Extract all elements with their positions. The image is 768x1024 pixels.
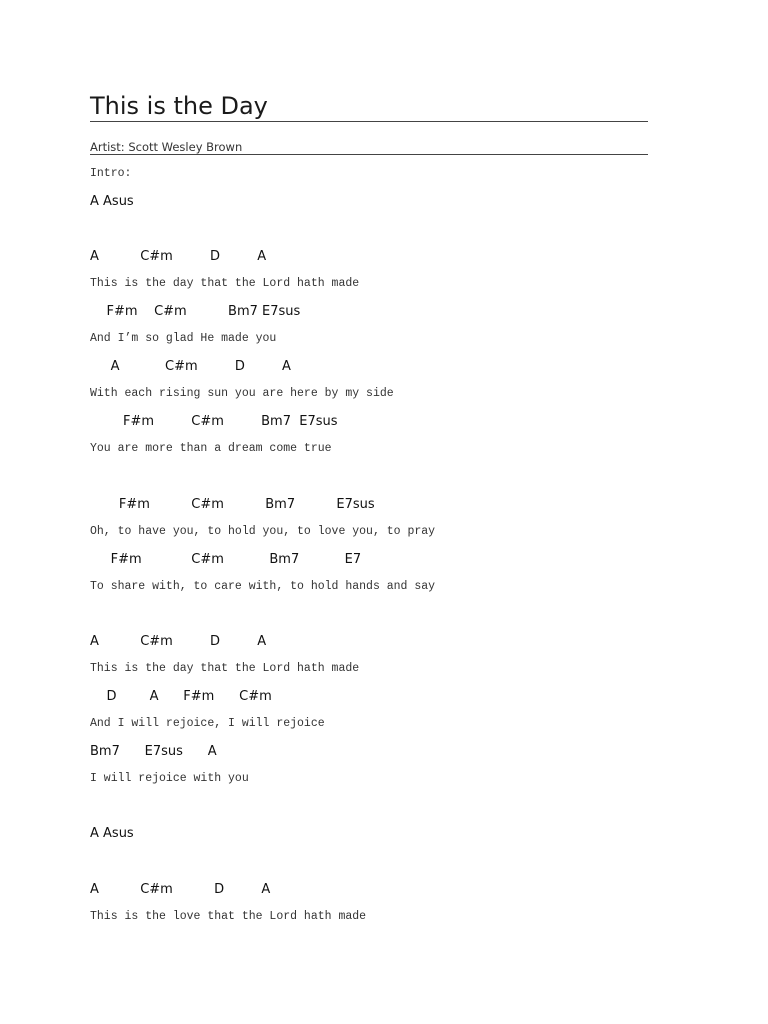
lyric-line: This is the love that the Lord hath made <box>90 910 367 923</box>
lyric-line: This is the day that the Lord hath made <box>90 662 360 675</box>
lyric-line: This is the day that the Lord hath made <box>90 277 360 290</box>
lyric-line: Oh, to have you, to hold you, to love you, to pray <box>90 525 436 538</box>
chord-line: Bm7 E7sus A <box>90 744 217 759</box>
lyric-line: And I’m so glad He made you <box>90 332 277 345</box>
chord-line: A C#m D A <box>90 249 267 264</box>
chord-line: D A F#m C#m <box>90 689 272 704</box>
song-title: This is the Day <box>90 92 268 120</box>
title-divider <box>90 121 648 122</box>
chord-line: A C#m D A <box>90 882 271 897</box>
lyric-line: To share with, to care with, to hold hands and say <box>90 580 436 593</box>
chord-line: F#m C#m Bm7 E7sus <box>90 497 375 512</box>
lyric-line: And I will rejoice, I will rejoice <box>90 717 325 730</box>
lyric-line: You are more than a dream come true <box>90 442 332 455</box>
lyric-line: With each rising sun you are here by my side <box>90 387 394 400</box>
artist-line: Artist: Scott Wesley Brown <box>90 140 243 154</box>
chord-line: A Asus <box>90 194 134 209</box>
chord-line: A C#m D A <box>90 634 267 649</box>
chord-line: A C#m D A <box>90 359 291 374</box>
artist-divider <box>90 154 648 155</box>
lyric-line: I will rejoice with you <box>90 772 249 785</box>
intro-label: Intro: <box>90 167 132 180</box>
chord-line: F#m C#m Bm7 E7sus <box>90 304 301 319</box>
chord-line: A Asus <box>90 826 134 841</box>
chord-line: F#m C#m Bm7 E7 <box>90 552 362 567</box>
chord-line: F#m C#m Bm7 E7sus <box>90 414 338 429</box>
